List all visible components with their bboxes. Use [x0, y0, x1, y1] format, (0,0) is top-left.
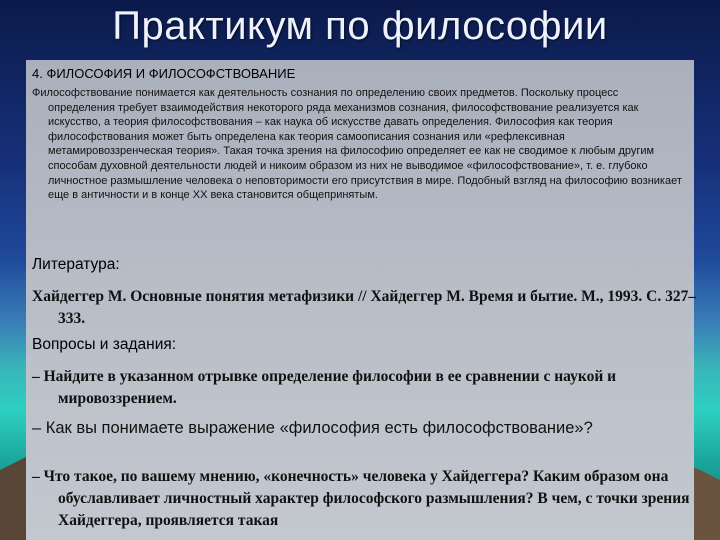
literature-label: Литература:	[32, 256, 120, 273]
section-heading: 4. ФИЛОСОФИЯ И ФИЛОСОФСТВОВАНИЕ	[32, 66, 296, 81]
questions-label: Вопросы и задания:	[32, 336, 177, 353]
question-item-2: – Как вы понимаете выражение «философия есть философствование»?	[32, 419, 593, 437]
question-item-3: – Что такое, по вашему мнению, «конечность» человека у Хайдеггера? Каким образом она обуславливает личностный характер философского размышления? В чем, с точки зрения Хайдеггера, проявляется такая	[32, 468, 690, 529]
literature-item: Хайдеггер М. Основные понятия метафизики // Хайдеггер М. Время и бытие. М., 1993. С. 327–333.	[32, 288, 697, 327]
question-item-1: – Найдите в указанном отрывке определение философии в ее сравнении с наукой и мировоззрением.	[32, 368, 617, 407]
slide-title: Практикум по философии	[112, 4, 608, 48]
body-paragraph: Философствование понимается как деятельность сознания по определению своих предметов. Поскольку процесс определения требует взаимодействия некоторого ряда механизмов сознания, философствование реализуется как искусство, а теория философствования – как наука об искусстве давать определения. Философия как теория философствования может быть определена как теория самоописания сознания или «рефлексивная метамировоззренческая теория». Такая точка зрения на философию определяет ее как не сводимое к любым другим способам духовной деятельности людей и никоим образом из них не выводимое «философствование», т. е. глубоко личностное размышление человека о неповторимости его присутствия в мире. Подобный взгляд на философию возникает еще в античности и в конце XX века становится общепринятым.	[32, 87, 682, 202]
